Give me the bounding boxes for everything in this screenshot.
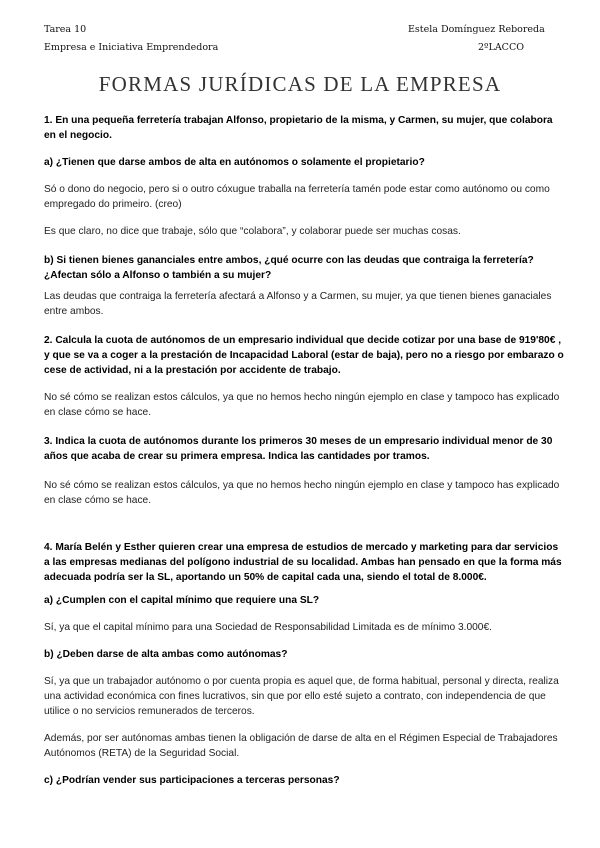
answer-2: No sé cómo se realizan estos cálculos, ya que no hemos hecho ningún ejemplo en clase y tampoco has explicado en clase cómo se hace. xyxy=(44,392,560,418)
answer-4a: Sí, ya que el capital mínimo para una Sociedad de Responsabilidad Limitada es de mínimo 3.000€. xyxy=(44,622,492,633)
question-3: 3. Indica la cuota de autónomos durante los primeros 30 meses de un empresario individual menor de 30 años que acaba de crear su primera empresa. Indica las cantidades por tramos. xyxy=(44,436,553,462)
answer-3: No sé cómo se realizan estos cálculos, ya que no hemos hecho ningún ejemplo en clase y tampoco has explicado en clase cómo se hace. xyxy=(44,480,560,506)
question-1b: b) Si tienen bienes gananciales entre ambos, ¿qué ocurre con las deudas que contraiga la ferretería? ¿Afectan sólo a Alfonso o también a su mujer? xyxy=(44,255,534,281)
header-course: 2ºLACCO xyxy=(478,42,525,53)
question-1: 1. En una pequeña ferretería trabajan Alfonso, propietario de la misma, y Carmen, su mujer, que colabora en el negocio. xyxy=(44,115,553,141)
answer-1b: Las deudas que contraiga la ferretería afectará a Alfonso y a Carmen, su mujer, ya que tienen bienes ganaciales entre ambos. xyxy=(44,291,552,317)
header-subject: Empresa e Iniciativa Emprendedora xyxy=(44,42,219,53)
answer-4b-part1: Sí, ya que un trabajador autónomo o por cuenta propia es aquel que, de forma habitual, personal y directa, realiza una actividad económica con fines lucrativos, sin que por ello esté sujeto a contrato, con independencia de que utilice o no servicios remunerados de terceros. xyxy=(44,676,559,717)
question-1a: a) ¿Tienen que darse ambos de alta en autónomos o solamente el propietario? xyxy=(44,157,425,168)
answer-4b-part2: Además, por ser autónomas ambas tienen la obligación de darse de alta en el Régimen Especial de Trabajadores Autónomos (RETA) de la Seguridad Social. xyxy=(44,733,558,759)
document-body xyxy=(44,113,564,788)
question-2: 2. Calcula la cuota de autónomos de un empresario individual que decide cotizar por una base de 919'80€ , y que se va a coger a la prestación de Incapacidad Laboral (estar de baja), pero no a riesgo por embarazo o cese de actividad, ni a la prestación por accidente de trabajo. xyxy=(44,335,564,376)
question-4a: a) ¿Cumplen con el capital mínimo que requiere una SL? xyxy=(44,595,320,606)
question-4: 4. María Belén y Esther quieren crear una empresa de estudios de mercado y marketing para dar servicios a las empresas medianas del polígono industrial de su localidad. Ambas han pensado en que la forma más adecuada podría ser la SL, aportando un 50% de capital cada una, siendo el total de 8.000€. xyxy=(44,542,562,583)
answer-1a-part1: Só o dono do negocio, pero si o outro cóxugue traballa na ferretería tamén pode estar como autónomo ou como empregado do primeiro. (creo) xyxy=(44,184,550,210)
question-4b: b) ¿Deben darse de alta ambas como autónomas? xyxy=(44,649,288,660)
page-title: FORMAS JURÍDICAS DE LA EMPRESA xyxy=(98,72,502,96)
answer-1a-part2: Es que claro, no dice que trabaje, sólo que “colabora”, y colaborar puede ser muchas cosas. xyxy=(44,226,461,237)
header-author: Estela Domínguez Reboreda xyxy=(408,24,545,35)
question-4c: c) ¿Podrían vender sus participaciones a terceras personas? xyxy=(44,775,340,786)
header-task: Tarea 10 xyxy=(44,24,87,35)
